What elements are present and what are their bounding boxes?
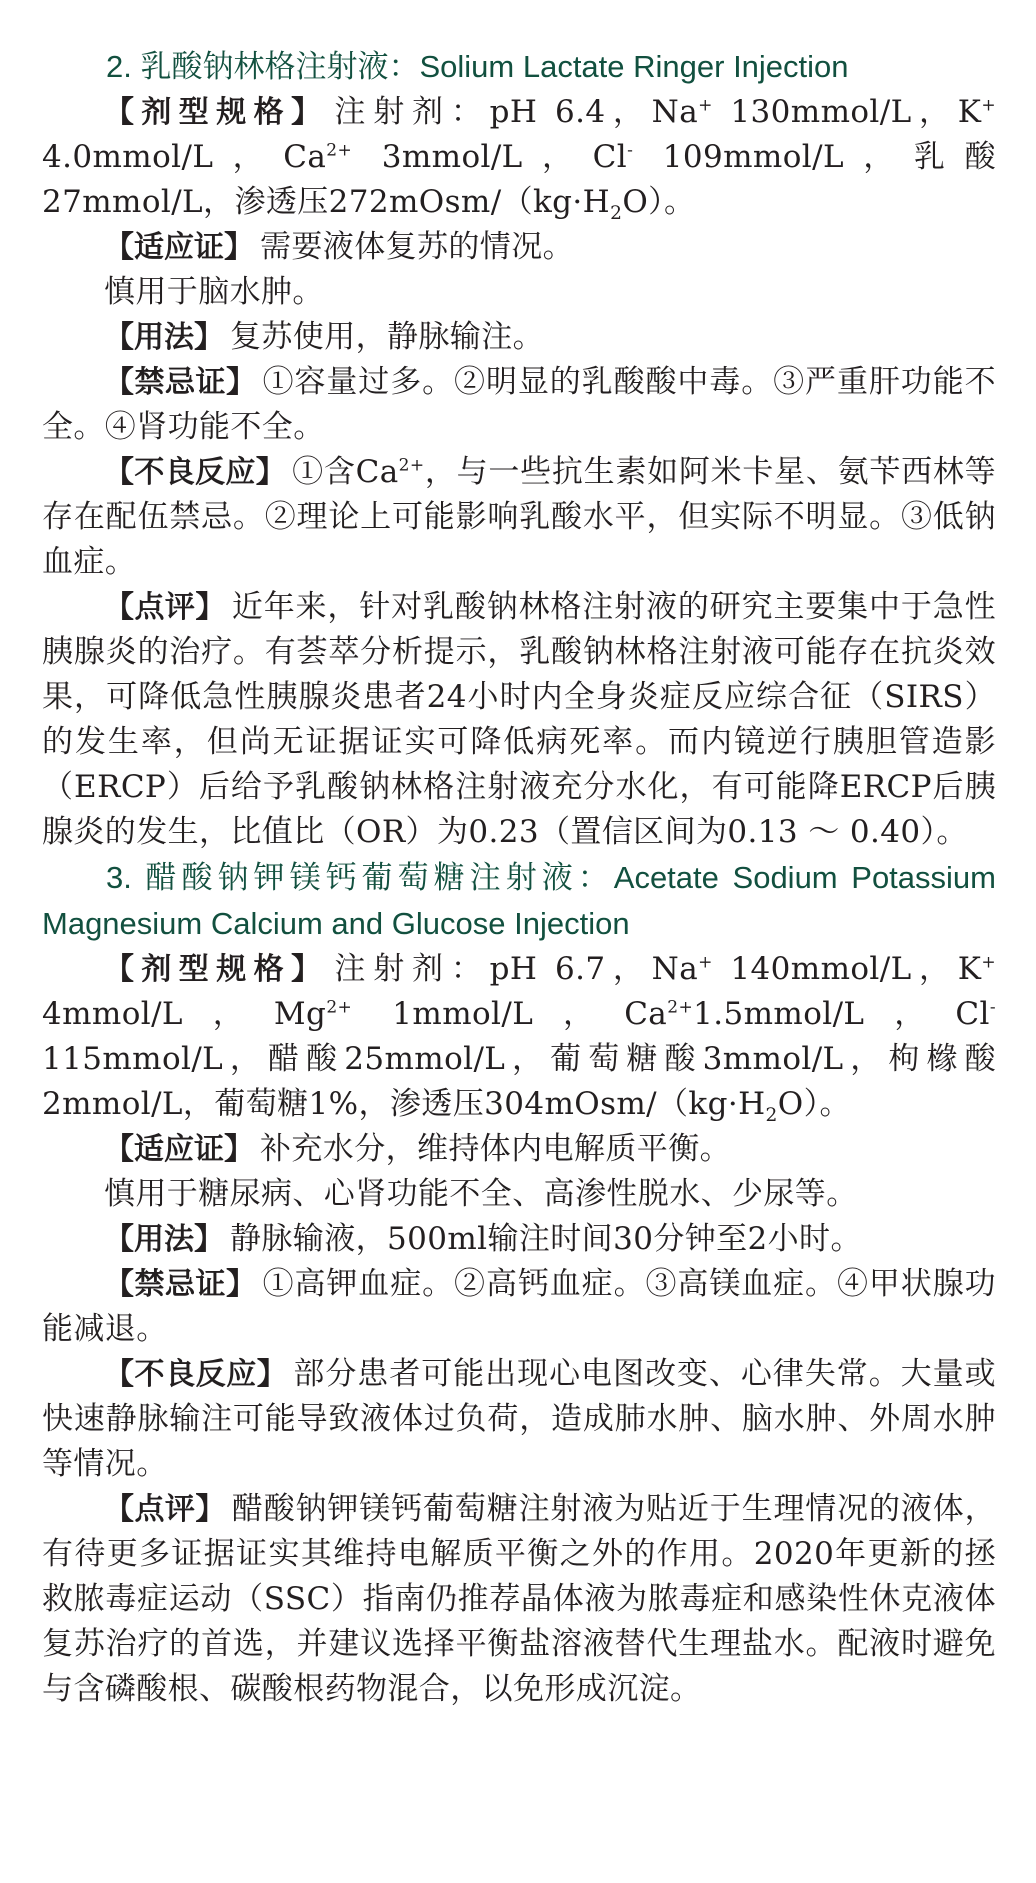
adverse-text: ，与一些抗生素如阿米卡星、氨苄西林等存在配伍禁忌。②理论上可能影响乳酸水平，但实际不明显。③低钠血症。 — [42, 454, 996, 580]
adverse-paragraph — [42, 450, 996, 585]
section-lactate-ringer — [42, 44, 996, 855]
caution-paragraph: 慎用于脑水肿。 — [104, 274, 324, 310]
spec-label: 【剂型规格】 — [104, 952, 329, 987]
indication-text: 补充水分，维持体内电解质平衡。 — [260, 1131, 731, 1167]
superscript: 2+ — [326, 997, 353, 1018]
superscript: - — [627, 140, 634, 161]
spec-text: 4.0mmol/L，Ca — [42, 139, 327, 175]
adverse-paragraph — [42, 1352, 996, 1487]
comment-paragraph — [42, 585, 996, 855]
superscript: 2+ — [667, 997, 694, 1018]
superscript: 2+ — [326, 140, 353, 161]
contraindication-paragraph — [42, 360, 996, 450]
comment-text: 近年来，针对乳酸钠林格注射液的研究主要集中于急性胰腺炎的治疗。有荟萃分析提示，乳酸钠林格注射液可能存在抗炎效果，可降低急性胰腺炎患者24小时内全身炎症反应综合征（SIRS）的发生率，但尚无证据证实可降低病死率。而内镜逆行胰胆管造影（ERCP）后给予乳酸钠林格注射液充分水化，有可能降ERCP后胰腺炎的发生，比值比（OR）为0.23（置信区间为0.13 ～ 0.40）。 — [42, 589, 996, 850]
usage-label: 【用法】 — [104, 1222, 224, 1257]
spec-label: 【剂型规格】 — [104, 95, 329, 130]
adverse-label: 【不良反应】 — [104, 455, 287, 490]
usage-label: 【用法】 — [104, 320, 224, 355]
section-heading: 2. 乳酸钠林格注射液：Solium Lactate Ringer Injection — [106, 49, 849, 84]
section-heading: 3. 醋酸钠钾镁钙葡萄糖注射液：Acetate Sodium Potassium Magnesium Calcium and Glucose Injection — [42, 860, 996, 941]
spec-text: 115mmol/L，醋酸25mmol/L，葡萄糖酸3mmol/L，枸橼酸2mmol/L，葡萄糖1%，渗透压304mOsm/（kg·H — [42, 1041, 996, 1122]
usage-paragraph — [42, 1217, 996, 1262]
superscript: 2+ — [398, 455, 425, 476]
adverse-text: 部分患者可能出现心电图改变、心律失常。大量或快速静脉输注可能导致液体过负荷，造成肺水肿、脑水肿、外周水肿等情况。 — [42, 1356, 996, 1482]
spec-text: 3mmol/L，Cl — [352, 139, 628, 175]
indication-paragraph — [42, 225, 996, 270]
usage-text: 复苏使用，静脉输注。 — [230, 319, 544, 355]
usage-paragraph — [42, 315, 996, 360]
spec-text: 注射剂：pH 6.4，Na — [334, 94, 699, 130]
spec-text: 140mmol/L，K — [712, 951, 982, 987]
caution-paragraph: 慎用于糖尿病、心肾功能不全、高渗性脱水、少尿等。 — [104, 1176, 858, 1212]
contraindication-paragraph — [42, 1262, 996, 1352]
section-acetate-glucose — [42, 855, 996, 1712]
spec-text: O）。 — [777, 1086, 851, 1122]
indication-paragraph — [42, 1127, 996, 1172]
comment-label: 【点评】 — [104, 590, 226, 625]
spec-text: 1.5mmol/L，Cl — [693, 996, 990, 1032]
indication-label: 【适应证】 — [104, 230, 254, 265]
spec-text: 109mmol/L，乳酸27mmol/L，渗透压272mOsm/（kg·H — [42, 139, 996, 220]
adverse-text: ①含Ca — [292, 454, 399, 490]
spec-text: 4mmol/L，Mg — [42, 996, 327, 1032]
spec-text: 130mmol/L，K — [712, 94, 982, 130]
indication-text: 需要液体复苏的情况。 — [260, 229, 574, 265]
superscript: + — [981, 952, 997, 973]
usage-text: 静脉输液，500ml输注时间30分钟至2小时。 — [230, 1221, 862, 1257]
subscript: 2 — [765, 1105, 778, 1127]
contraindication-label: 【禁忌证】 — [104, 1267, 257, 1302]
superscript: + — [698, 95, 713, 116]
contraindication-text: ①容量过多。②明显的乳酸酸中毒。③严重肝功能不全。④肾功能不全。 — [42, 364, 997, 445]
superscript: - — [989, 997, 996, 1018]
subscript: 2 — [610, 203, 623, 225]
spec-text: 注射剂：pH 6.7，Na — [334, 951, 699, 987]
spec-text: 1mmol/L，Ca — [352, 996, 668, 1032]
contraindication-text: ①高钾血症。②高钙血症。③高镁血症。④甲状腺功能减退。 — [42, 1266, 997, 1347]
superscript: + — [698, 952, 713, 973]
comment-paragraph — [42, 1487, 996, 1712]
indication-label: 【适应证】 — [104, 1132, 254, 1167]
spec-paragraph — [42, 90, 996, 225]
spec-text: O）。 — [622, 184, 696, 220]
comment-text: 醋酸钠钾镁钙葡萄糖注射液为贴近于生理情况的液体，有待更多证据证实其维持电解质平衡之外的作用。2020年更新的拯救脓毒症运动（SSC）指南仍推荐晶体液为脓毒症和感染性休克液体复苏治疗的首选，并建议选择平衡盐溶液替代生理盐水。配液时避免与含磷酸根、碳酸根药物混合，以免形成沉淀。 — [42, 1491, 996, 1707]
comment-label: 【点评】 — [104, 1492, 226, 1527]
contraindication-label: 【禁忌证】 — [104, 365, 257, 400]
spec-paragraph — [42, 947, 996, 1127]
superscript: + — [981, 95, 997, 116]
adverse-label: 【不良反应】 — [104, 1357, 288, 1392]
